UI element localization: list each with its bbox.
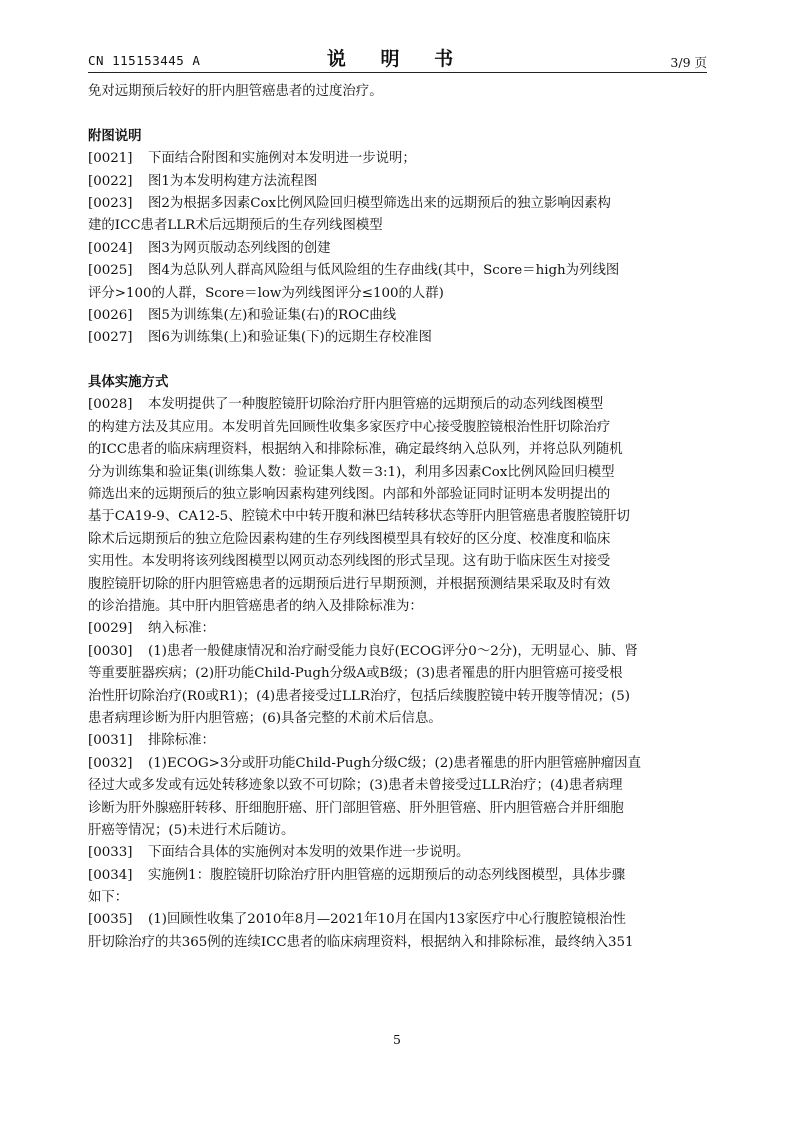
paragraph-text: 图6为训练集(上)和验证集(下)的远期生存校准图 bbox=[148, 330, 432, 346]
document-number: CN 115153445 A bbox=[88, 53, 201, 68]
paragraph-0034 bbox=[88, 865, 708, 887]
text-line: 的ICC患者的临床病理资料，根据纳入和排除标准，确定最终纳入总队列，并将总队列随机 bbox=[88, 442, 623, 458]
paragraph-0031 bbox=[88, 730, 708, 752]
page-count: 3/9 页 bbox=[670, 55, 707, 70]
paragraph-number: [0021] bbox=[88, 151, 133, 167]
paragraph-0029 bbox=[88, 618, 708, 640]
paragraph-0021 bbox=[88, 148, 708, 170]
paragraph-0028 bbox=[88, 394, 708, 416]
document-body bbox=[88, 81, 708, 954]
paragraph-0033 bbox=[88, 842, 708, 864]
section-heading-drawings: 附图说明 bbox=[88, 128, 142, 144]
paragraph-number: [0031] bbox=[88, 733, 133, 749]
paragraph-text: (1)回顾性收集了2010年8月—2021年10月在国内13家医疗中心行腹腔镜根治性 bbox=[148, 912, 626, 928]
text-line: 的诊治措施。其中肝内胆管癌患者的纳入及排除标准为： bbox=[88, 598, 423, 614]
paragraph-text: 图2为根据多因素Cox比例风险回归模型筛选出来的远期预后的独立影响因素构 bbox=[148, 195, 611, 211]
text-line: 评分>100的人群，Score＝low为列线图评分≤100的人群) bbox=[88, 285, 444, 301]
paragraph-0030 bbox=[88, 641, 708, 663]
paragraph-0035 bbox=[88, 909, 708, 931]
paragraph-0027 bbox=[88, 327, 708, 349]
text-line: 分为训练集和验证集(训练集人数：验证集人数＝3:1)，利用多因素Cox比例风险回归模型 bbox=[88, 464, 615, 480]
paragraph-text: 实施例1：腹腔镜肝切除治疗肝内胆管癌的远期预后的动态列线图模型，具体步骤 bbox=[148, 867, 626, 883]
text-line: 腹腔镜肝切除的肝内胆管癌患者的远期预后进行早期预测，并根据预测结果采取及时有效 bbox=[88, 576, 611, 592]
header-rule bbox=[88, 72, 707, 73]
paragraph-text: 图3为网页版动态列线图的创建 bbox=[148, 240, 331, 256]
paragraph-text: 本发明提供了一种腹腔镜肝切除治疗肝内胆管癌的远期预后的动态列线图模型 bbox=[148, 397, 604, 413]
paragraph-text: 纳入标准： bbox=[148, 621, 215, 637]
paragraph-text: (1)ECOG>3分或肝功能Child-Pugh分级C级；(2)患者罹患的肝内胆管癌肿瘤因直 bbox=[148, 755, 641, 771]
text-line: 治性肝切除治疗(R0或R1)；(4)患者接受过LLR治疗，包括后续腹腔镜中转开腹等情况；(5) bbox=[88, 688, 630, 704]
paragraph-text: 下面结合具体的实施例对本发明的效果作进一步说明。 bbox=[148, 845, 470, 861]
paragraph-text: (1)患者一般健康情况和治疗耐受能力良好(ECOG评分0～2分)，无明显心、肺、肾 bbox=[148, 643, 638, 659]
text-line: 如下： bbox=[88, 890, 129, 906]
paragraph-number: [0034] bbox=[88, 867, 133, 883]
section-heading-embodiments: 具体实施方式 bbox=[88, 375, 169, 391]
paragraph-number: [0028] bbox=[88, 397, 133, 413]
text-line: 筛选出来的远期预后的独立影响因素构建列线图。内部和外部验证同时证明本发明提出的 bbox=[88, 487, 611, 503]
paragraph-number: [0027] bbox=[88, 330, 133, 346]
paragraph-text: 下面结合附图和实施例对本发明进一步说明； bbox=[148, 151, 416, 167]
text-line: 肝癌等情况；(5)未进行术后随访。 bbox=[88, 822, 295, 838]
paragraph-number: [0030] bbox=[88, 643, 133, 659]
paragraph-text: 图4为总队列人群高风险组与低风险组的生存曲线(其中，Score＝high为列线图 bbox=[148, 263, 620, 279]
paragraph-number: [0032] bbox=[88, 755, 133, 771]
paragraph-number: [0033] bbox=[88, 845, 133, 861]
paragraph-0024 bbox=[88, 238, 708, 260]
paragraph-text: 排除标准： bbox=[148, 733, 215, 749]
text-line: 实用性。本发明将该列线图模型以网页动态列线图的形式呈现。这有助于临床医生对接受 bbox=[88, 554, 611, 570]
text-line: 诊断为肝外腺癌肝转移、肝细胞肝癌、肝门部胆管癌、肝外胆管癌、肝内胆管癌合并肝细胞 bbox=[88, 800, 624, 816]
text-line: 免对远期预后较好的肝内胆管癌患者的过度治疗。 bbox=[88, 84, 383, 99]
page-title: 说 明 书 bbox=[326, 48, 468, 70]
paragraph-text: 图1为本发明构建方法流程图 bbox=[148, 173, 318, 189]
paragraph-number: [0026] bbox=[88, 307, 133, 323]
text-line: 患者病理诊断为肝内胆管癌；(6)具备完整的术前术后信息。 bbox=[88, 710, 442, 726]
text-line: 等重要脏器疾病；(2)肝功能Child-Pugh分级A或B级；(3)患者罹患的肝内胆管癌可接受根 bbox=[88, 666, 623, 682]
page-number: 5 bbox=[393, 1032, 401, 1047]
paragraph-0023 bbox=[88, 193, 708, 215]
paragraph-0022 bbox=[88, 171, 708, 193]
paragraph-0025 bbox=[88, 260, 708, 282]
paragraph-number: [0025] bbox=[88, 263, 133, 279]
text-line: 的构建方法及其应用。本发明首先回顾性收集多家医疗中心接受腹腔镜根治性肝切除治疗 bbox=[88, 419, 611, 435]
text-line: 除术后远期预后的独立危险因素构建的生存列线图模型具有较好的区分度、校准度和临床 bbox=[88, 531, 611, 547]
paragraph-number: [0024] bbox=[88, 240, 133, 256]
paragraph-number: [0022] bbox=[88, 173, 133, 189]
paragraph-0026 bbox=[88, 305, 708, 327]
text-line: 建的ICC患者LLR术后远期预后的生存列线图模型 bbox=[88, 218, 383, 234]
paragraph-number: [0023] bbox=[88, 195, 133, 211]
text-line: 径过大或多发或有远处转移迹象以致不可切除；(3)患者未曾接受过LLR治疗；(4)患者病理 bbox=[88, 778, 623, 794]
paragraph-0032 bbox=[88, 753, 708, 775]
paragraph-text: 图5为训练集(左)和验证集(右)的ROC曲线 bbox=[148, 307, 397, 323]
paragraph-number: [0029] bbox=[88, 621, 133, 637]
text-line: 基于CA19-9、CA12-5、腔镜术中中转开腹和淋巴结转移状态等肝内胆管癌患者腹腔镜肝切 bbox=[88, 509, 630, 525]
text-line: 肝切除治疗的共365例的连续ICC患者的临床病理资料，根据纳入和排除标准，最终纳入351 bbox=[88, 934, 634, 950]
paragraph-number: [0035] bbox=[88, 912, 133, 928]
